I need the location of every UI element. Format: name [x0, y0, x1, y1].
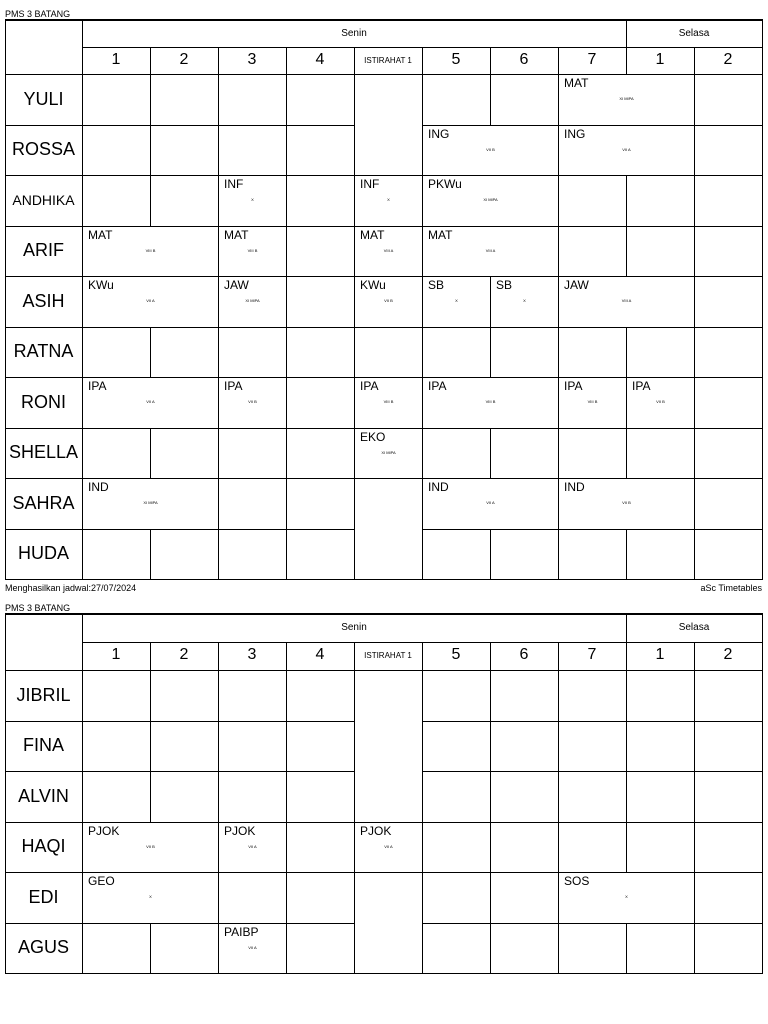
lesson-class: XI MIPA — [245, 298, 260, 303]
lesson-subject: JAW — [564, 278, 589, 292]
lesson-card[interactable] — [82, 276, 219, 328]
timetable-cell[interactable] — [150, 175, 219, 227]
lesson-card[interactable] — [218, 276, 287, 328]
timetable-cell[interactable] — [694, 226, 763, 278]
timetable-cell[interactable] — [558, 428, 627, 480]
lesson-class: VII A — [486, 500, 495, 505]
timetable-cell[interactable] — [82, 327, 151, 379]
timetable-cell[interactable] — [694, 670, 763, 722]
lesson-subject: MAT — [360, 227, 385, 242]
timetable-cell[interactable] — [150, 771, 219, 823]
lesson-subject: IPA — [360, 379, 379, 393]
timetable-cell[interactable] — [558, 670, 627, 722]
day-label: Selasa — [678, 622, 710, 633]
lesson-card[interactable] — [354, 428, 423, 480]
lesson-card[interactable] — [422, 125, 559, 177]
lesson-card[interactable] — [354, 175, 423, 227]
lesson-class: VII B — [248, 399, 257, 404]
timetable-cell[interactable] — [490, 771, 559, 823]
period-number: 2 — [179, 646, 189, 663]
timetable-cell[interactable] — [218, 428, 287, 480]
lesson-card[interactable] — [422, 478, 559, 530]
timetable-cell[interactable] — [626, 771, 695, 823]
period-number: 2 — [723, 646, 733, 663]
lesson-card[interactable] — [422, 276, 491, 328]
lesson-class: VII B — [384, 298, 393, 303]
lesson-class: VIII A — [383, 247, 394, 253]
lesson-subject: IND — [88, 480, 109, 494]
timetable-cell[interactable] — [422, 822, 491, 874]
lesson-subject: MAT — [428, 227, 453, 242]
timetable-cell[interactable] — [82, 771, 151, 823]
lesson-card[interactable] — [354, 822, 423, 874]
lesson-subject: JAW — [224, 278, 249, 292]
timetable-cell[interactable] — [286, 771, 355, 823]
lesson-subject: INF — [224, 177, 244, 191]
lesson-class: VII B — [656, 399, 665, 404]
timetable-cell[interactable] — [286, 428, 355, 480]
lesson-subject: ING — [564, 126, 586, 141]
timetable-cell[interactable] — [286, 226, 355, 278]
lesson-subject: PJOK — [88, 823, 120, 838]
table-top-rule — [5, 19, 763, 21]
table-top-rule — [5, 613, 763, 615]
break-label: ISTIRAHAT 1 — [364, 56, 412, 65]
lesson-class: VIII B — [145, 247, 156, 253]
lesson-card[interactable] — [558, 478, 695, 530]
teacher-name: HUDA — [17, 543, 69, 564]
period-number: 1 — [655, 51, 665, 68]
timetable-cell[interactable] — [150, 74, 219, 126]
lesson-subject: PJOK — [360, 823, 392, 838]
lesson-subject: IPA — [428, 379, 447, 393]
lesson-subject: IPA — [88, 379, 107, 393]
timetable-cell[interactable] — [694, 428, 763, 480]
teacher-name: SAHRA — [12, 492, 75, 513]
teacher-name: ASIH — [22, 290, 65, 311]
period-number: 7 — [587, 646, 597, 663]
lesson-subject: SB — [428, 278, 445, 292]
lesson-class: X — [625, 894, 628, 899]
timetable-cell[interactable] — [286, 327, 355, 379]
lesson-class: VII B — [146, 843, 155, 849]
period-number: 3 — [247, 51, 257, 68]
school-name: PMS 3 BATANG — [5, 603, 71, 613]
lesson-card[interactable] — [422, 377, 559, 429]
period-number: 2 — [179, 51, 189, 68]
timetable-cell[interactable] — [490, 529, 559, 581]
teacher-name: ANDHIKA — [12, 192, 75, 209]
teacher-name: YULI — [23, 88, 64, 109]
timetable-cell[interactable] — [218, 670, 287, 722]
timetable-cell[interactable] — [422, 670, 491, 722]
timetable-cell[interactable] — [218, 478, 287, 530]
period-number: 4 — [315, 646, 325, 663]
timetable-cell[interactable] — [150, 721, 219, 773]
lesson-class: XI MIPA — [483, 197, 498, 202]
lesson-class: VII A — [248, 944, 257, 950]
period-number: 6 — [519, 646, 529, 663]
timetable-cell[interactable] — [218, 771, 287, 823]
lesson-subject: IPA — [632, 379, 651, 393]
timetable-cell[interactable] — [626, 923, 695, 975]
lesson-subject: SOS — [564, 874, 590, 888]
lesson-subject: PJOK — [224, 823, 256, 838]
period-number: 1 — [111, 51, 121, 68]
lesson-card[interactable] — [82, 377, 219, 429]
lesson-subject: KWu — [360, 278, 386, 292]
lesson-card[interactable] — [218, 377, 287, 429]
timetable-cell[interactable] — [82, 175, 151, 227]
lesson-class: X — [523, 298, 526, 303]
timetable-cell[interactable] — [422, 529, 491, 581]
lesson-card[interactable] — [218, 175, 287, 227]
timetable-cell[interactable] — [150, 125, 219, 177]
lesson-card[interactable] — [82, 822, 219, 874]
lesson-class: VIII A — [621, 298, 632, 303]
timetable-cell[interactable] — [626, 670, 695, 722]
lesson-card[interactable] — [558, 276, 695, 328]
lesson-card[interactable] — [82, 226, 219, 278]
period-number: 3 — [247, 646, 257, 663]
header-corner — [5, 614, 83, 671]
teacher-name: ROSSA — [11, 139, 76, 160]
lesson-class: VII B — [622, 500, 631, 505]
lesson-class: VII A — [248, 843, 257, 849]
lesson-class: VIII B — [247, 247, 258, 253]
timetable-cell[interactable] — [490, 721, 559, 773]
timetable-cell[interactable] — [558, 175, 627, 227]
lesson-class: VII A — [384, 843, 393, 849]
timetable-cell[interactable] — [82, 670, 151, 722]
lesson-class: VIII B — [587, 399, 598, 404]
timetable-cell[interactable] — [286, 721, 355, 773]
timetable-cell[interactable] — [694, 822, 763, 874]
lesson-card[interactable] — [422, 175, 559, 227]
timetable-cell[interactable] — [558, 822, 627, 874]
lesson-card[interactable] — [82, 478, 219, 530]
timetable-cell[interactable] — [558, 721, 627, 773]
timetable-cell[interactable] — [694, 125, 763, 177]
timetable-cell[interactable] — [694, 721, 763, 773]
timetable-cell[interactable] — [490, 923, 559, 975]
timetable-cell[interactable] — [150, 923, 219, 975]
timetable-cell[interactable] — [558, 226, 627, 278]
teacher-name: SHELLA — [8, 442, 79, 463]
timetable-cell[interactable] — [150, 327, 219, 379]
timetable-cell[interactable] — [490, 74, 559, 126]
timetable-cell[interactable] — [694, 478, 763, 530]
timetable-cell[interactable] — [82, 428, 151, 480]
lesson-card[interactable] — [354, 276, 423, 328]
timetable-cell[interactable] — [150, 428, 219, 480]
timetable-cell[interactable] — [626, 428, 695, 480]
lesson-class: VII A — [146, 399, 155, 404]
teacher-name: ARIF — [22, 240, 64, 261]
lesson-card[interactable] — [422, 226, 559, 278]
lesson-card[interactable] — [218, 923, 287, 975]
timetable-cell[interactable] — [694, 529, 763, 581]
day-label: Senin — [341, 622, 367, 633]
period-number: 4 — [315, 51, 325, 68]
lesson-subject: PKWu — [428, 177, 462, 191]
teacher-name: RATNA — [13, 341, 74, 362]
lesson-card[interactable] — [82, 872, 219, 924]
timetable-cell[interactable] — [82, 125, 151, 177]
lesson-subject: ING — [428, 126, 450, 141]
timetable-cell[interactable] — [82, 529, 151, 581]
timetable-cell[interactable] — [558, 529, 627, 581]
lesson-subject: MAT — [88, 227, 113, 242]
lesson-card[interactable] — [626, 377, 695, 429]
lesson-subject: IPA — [224, 379, 243, 393]
lesson-class: VIII A — [485, 247, 496, 253]
lesson-subject: MAT — [564, 76, 589, 90]
day-label: Selasa — [678, 28, 710, 39]
lesson-class: VIII B — [383, 399, 394, 404]
timetable-cell[interactable] — [82, 74, 151, 126]
lesson-subject: PAIBP — [224, 924, 259, 939]
timetable-cell[interactable] — [626, 327, 695, 379]
timetable-cell[interactable] — [422, 74, 491, 126]
timetable-cell[interactable] — [422, 771, 491, 823]
lesson-card[interactable] — [490, 276, 559, 328]
timetable-cell[interactable] — [694, 276, 763, 328]
teacher-name: ALVIN — [18, 785, 69, 806]
timetable-cell[interactable] — [218, 125, 287, 177]
timetable-cell[interactable] — [286, 276, 355, 328]
lesson-subject: EKO — [360, 429, 386, 444]
timetable-cell[interactable] — [626, 226, 695, 278]
timetable-cell[interactable] — [626, 175, 695, 227]
timetable-cell[interactable] — [626, 822, 695, 874]
footer-brand: aSc Timetables — [700, 583, 762, 593]
teacher-name: AGUS — [17, 937, 69, 958]
timetable-cell[interactable] — [82, 923, 151, 975]
lesson-subject: KWu — [88, 278, 114, 292]
lesson-card[interactable] — [558, 872, 695, 924]
timetable-cell[interactable] — [490, 872, 559, 924]
timetable-cell[interactable] — [218, 872, 287, 924]
timetable-cell[interactable] — [558, 923, 627, 975]
header-corner — [5, 20, 83, 75]
timetable-cell[interactable] — [286, 923, 355, 975]
timetable-cell[interactable] — [694, 872, 763, 924]
timetable-cell[interactable] — [422, 428, 491, 480]
timetable-cell[interactable] — [422, 872, 491, 924]
lesson-class: X — [455, 298, 458, 303]
timetable-cell[interactable] — [286, 175, 355, 227]
lesson-class: X — [387, 197, 390, 202]
timetable-cell[interactable] — [286, 872, 355, 924]
timetable-cell[interactable] — [626, 721, 695, 773]
timetable-cell[interactable] — [490, 428, 559, 480]
timetable-cell[interactable] — [558, 771, 627, 823]
teacher-name: EDI — [28, 886, 59, 907]
period-number: 7 — [587, 51, 597, 68]
lesson-class: VIII B — [485, 399, 496, 404]
lesson-class: X — [251, 197, 254, 202]
timetable-cell[interactable] — [694, 377, 763, 429]
timetable-cell[interactable] — [490, 327, 559, 379]
timetable-cell[interactable] — [694, 175, 763, 227]
lesson-subject: GEO — [88, 874, 115, 888]
period-number: 1 — [111, 646, 121, 663]
day-label: Senin — [341, 28, 367, 39]
timetable-cell[interactable] — [286, 822, 355, 874]
timetable-cell[interactable] — [490, 670, 559, 722]
period-number: 5 — [451, 646, 461, 663]
lesson-subject: INF — [360, 177, 380, 191]
lesson-subject: SB — [496, 278, 513, 292]
lesson-subject: IND — [564, 480, 585, 494]
lesson-subject: IPA — [564, 379, 583, 393]
lesson-class: XI MIPA — [381, 449, 396, 455]
teacher-name: JIBRIL — [16, 684, 71, 705]
lesson-card[interactable] — [354, 226, 423, 278]
lesson-card[interactable] — [354, 377, 423, 429]
break-label: ISTIRAHAT 1 — [364, 651, 412, 660]
timetable-cell[interactable] — [558, 327, 627, 379]
footer-generated-date: Menghasilkan jadwal:27/07/2024 — [5, 583, 137, 593]
timetable-cell[interactable] — [490, 822, 559, 874]
lesson-class: XI MIPA — [619, 96, 634, 101]
period-number: 6 — [519, 51, 529, 68]
timetable-cell[interactable] — [694, 771, 763, 823]
lesson-card[interactable] — [558, 125, 695, 177]
timetable-cell[interactable] — [422, 923, 491, 975]
lesson-card[interactable] — [218, 226, 287, 278]
school-name: PMS 3 BATANG — [5, 9, 71, 19]
teacher-name: FINA — [22, 735, 64, 756]
lesson-card[interactable] — [218, 822, 287, 874]
teacher-name: HAQI — [21, 836, 66, 857]
timetable-cell[interactable] — [286, 377, 355, 429]
timetable-cell[interactable] — [422, 721, 491, 773]
timetable-cell[interactable] — [694, 74, 763, 126]
timetable-cell[interactable] — [694, 923, 763, 975]
timetable-cell[interactable] — [218, 529, 287, 581]
timetable-cell[interactable] — [286, 529, 355, 581]
lesson-card[interactable] — [558, 377, 627, 429]
timetable-cell[interactable] — [694, 327, 763, 379]
period-number: 2 — [723, 51, 733, 68]
lesson-class: VII B — [486, 146, 495, 152]
timetable-cell[interactable] — [150, 529, 219, 581]
timetable-cell[interactable] — [286, 125, 355, 177]
timetable-cell[interactable] — [286, 478, 355, 530]
lesson-card[interactable] — [558, 74, 695, 126]
timetable-cell[interactable] — [286, 74, 355, 126]
timetable-cell[interactable] — [150, 670, 219, 722]
timetable-cell[interactable] — [218, 721, 287, 773]
lesson-subject: MAT — [224, 227, 249, 242]
lesson-class: X — [149, 894, 152, 899]
timetable-cell[interactable] — [82, 721, 151, 773]
lesson-class: XI MIPA — [143, 500, 158, 505]
period-number: 5 — [451, 51, 461, 68]
timetable-cell[interactable] — [626, 529, 695, 581]
timetable-cell[interactable] — [218, 74, 287, 126]
lesson-class: VII A — [622, 146, 631, 152]
teacher-name: RONI — [21, 391, 66, 412]
lesson-subject: IND — [428, 480, 449, 494]
period-number: 1 — [655, 646, 665, 663]
timetable-cell[interactable] — [422, 327, 491, 379]
timetable-cell[interactable] — [286, 670, 355, 722]
timetable-cell[interactable] — [218, 327, 287, 379]
lesson-class: VII A — [146, 298, 155, 303]
